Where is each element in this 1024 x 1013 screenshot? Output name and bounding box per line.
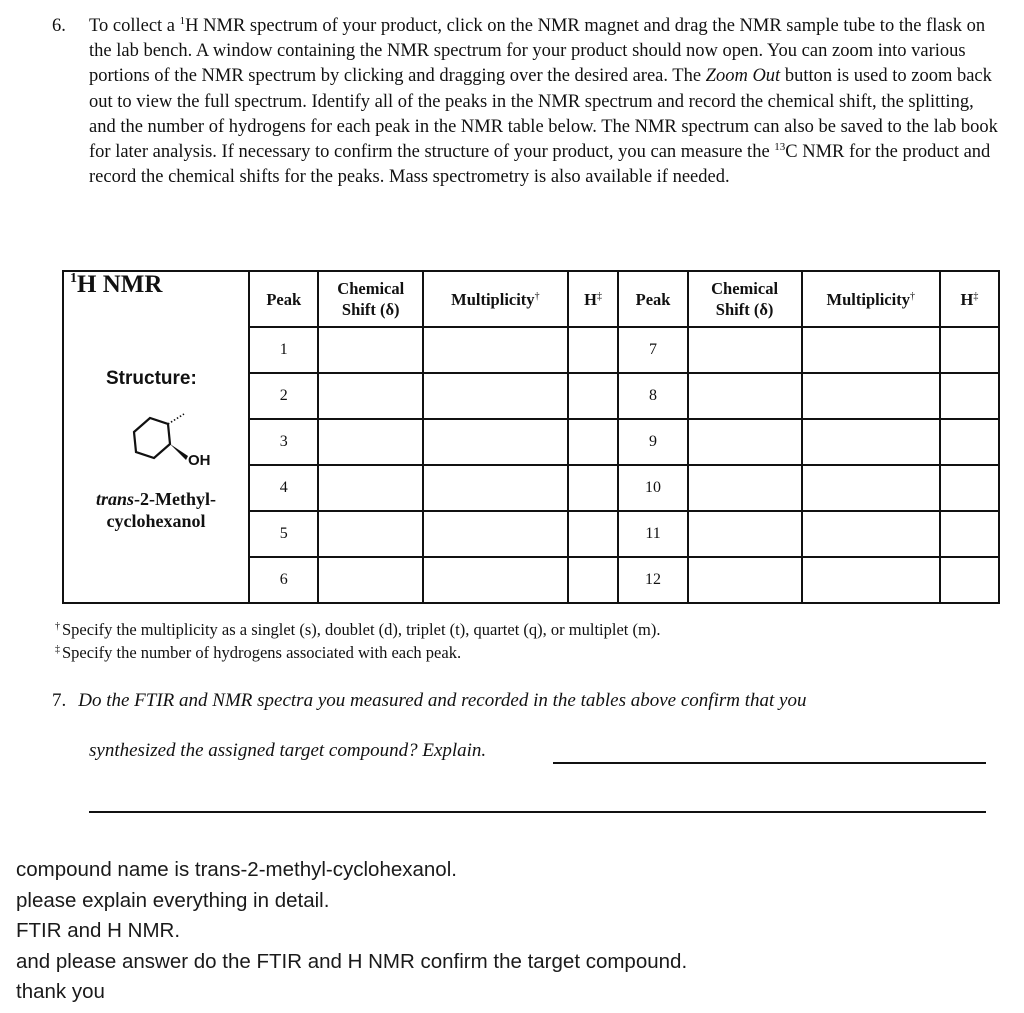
header-chemical-shift-right: Chemical Shift (δ) — [688, 271, 802, 327]
question-7-line2: synthesized the assigned target compound? Explain. — [89, 740, 487, 761]
question-6 — [52, 14, 1002, 190]
molecule-structure — [124, 402, 214, 482]
answer-line[interactable] — [89, 811, 986, 813]
shift-cell[interactable] — [688, 465, 802, 511]
peak-number: 2 — [249, 373, 318, 419]
header-chemical-shift: Chemical Shift (δ) — [318, 271, 423, 327]
structure-panel — [63, 271, 249, 603]
peak-number: 9 — [618, 419, 687, 465]
table-header-row — [63, 271, 999, 327]
note-line: compound name is trans-2-methyl-cyclohexanol. — [16, 858, 457, 881]
h-count-cell[interactable] — [940, 465, 999, 511]
h-count-cell[interactable] — [940, 419, 999, 465]
h-count-cell[interactable] — [568, 327, 619, 373]
header-h-right: H‡ — [940, 271, 999, 327]
h-count-cell[interactable] — [940, 557, 999, 603]
header-multiplicity-right: Multiplicity† — [802, 271, 940, 327]
h-count-cell[interactable] — [568, 557, 619, 603]
compound-name: trans-2-Methyl- cyclohexanol — [96, 489, 216, 531]
peak-number: 10 — [618, 465, 687, 511]
shift-cell[interactable] — [688, 557, 802, 603]
question-6-text: To collect a $^1$H NMR spectrum of your product, click on the NMR magnet and drag the NMR sample tube to the flask on the lab bench. A window containing the NMR spectrum for your product should now open. You can zoom into various portions of the NMR spectrum by clicking and dragging over the desired area. The Zoom Out button is used to zoom back out to view the full spectrum. Identify all of the peaks in the NMR spectrum and record the chemical shift, the splitting, and the number of hydrogens for each peak in the NMR table below. The NMR spectrum can also be saved to the lab book for later analysis. If necessary to confirm the structure of your product, you can measure the $^{13}$C NMR for the product and record the chemical shifts for the peaks. Mass spectrometry is also available if needed. — [89, 15, 998, 188]
footnote-hydrogens: ‡ Specify the number of hydrogens associated with each peak. — [55, 643, 462, 662]
multiplicity-cell[interactable] — [423, 465, 567, 511]
header-peak: Peak — [249, 271, 318, 327]
header-h: H‡ — [568, 271, 619, 327]
multiplicity-cell[interactable] — [423, 511, 567, 557]
h-count-cell[interactable] — [568, 373, 619, 419]
user-note — [16, 855, 687, 1008]
multiplicity-cell[interactable] — [802, 465, 940, 511]
shift-cell[interactable] — [318, 557, 423, 603]
nmr-table — [62, 270, 1000, 604]
multiplicity-cell[interactable] — [802, 373, 940, 419]
multiplicity-cell[interactable] — [802, 511, 940, 557]
peak-number: 12 — [618, 557, 687, 603]
peak-number: 7 — [618, 327, 687, 373]
answer-line[interactable] — [553, 762, 986, 764]
multiplicity-cell[interactable] — [802, 327, 940, 373]
h-count-cell[interactable] — [568, 419, 619, 465]
shift-cell[interactable] — [318, 373, 423, 419]
note-line: please explain everything in detail. — [16, 888, 330, 912]
shift-cell[interactable] — [688, 327, 802, 373]
table-title: $^1$H NMR — [70, 271, 163, 298]
peak-number: 8 — [618, 373, 687, 419]
structure-label: Structure: — [106, 368, 197, 389]
question-6-number: 6. — [52, 16, 66, 36]
multiplicity-cell[interactable] — [423, 327, 567, 373]
multiplicity-cell[interactable] — [423, 373, 567, 419]
shift-cell[interactable] — [318, 465, 423, 511]
header-peak-right: Peak — [618, 271, 687, 327]
peak-number: 6 — [249, 557, 318, 603]
multiplicity-cell[interactable] — [802, 557, 940, 603]
shift-cell[interactable] — [318, 327, 423, 373]
multiplicity-cell[interactable] — [423, 419, 567, 465]
note-line: thank you — [16, 980, 105, 1003]
multiplicity-cell[interactable] — [423, 557, 567, 603]
multiplicity-cell[interactable] — [802, 419, 940, 465]
peak-number: 3 — [249, 419, 318, 465]
shift-cell[interactable] — [318, 511, 423, 557]
note-line: FTIR and H NMR. — [16, 919, 181, 942]
h-count-cell[interactable] — [568, 465, 619, 511]
oh-label: OH — [188, 452, 211, 469]
question-7: 7. Do the FTIR and NMR spectra you measured and recorded in the tables above confirm that you — [52, 690, 807, 711]
footnote-multiplicity: † Specify the multiplicity as a singlet (s), doublet (d), triplet (t), quartet (q), or multiplet (m). — [55, 620, 661, 639]
shift-cell[interactable] — [318, 419, 423, 465]
h-count-cell[interactable] — [940, 511, 999, 557]
h-count-cell[interactable] — [940, 373, 999, 419]
note-line: and please answer do the FTIR and H NMR confirm the target compound. — [16, 949, 688, 973]
h-count-cell[interactable] — [940, 327, 999, 373]
peak-number: 11 — [618, 511, 687, 557]
peak-number: 1 — [249, 327, 318, 373]
shift-cell[interactable] — [688, 511, 802, 557]
peak-number: 4 — [249, 465, 318, 511]
header-multiplicity: Multiplicity† — [423, 271, 567, 327]
peak-number: 5 — [249, 511, 318, 557]
shift-cell[interactable] — [688, 419, 802, 465]
h-count-cell[interactable] — [568, 511, 619, 557]
shift-cell[interactable] — [688, 373, 802, 419]
